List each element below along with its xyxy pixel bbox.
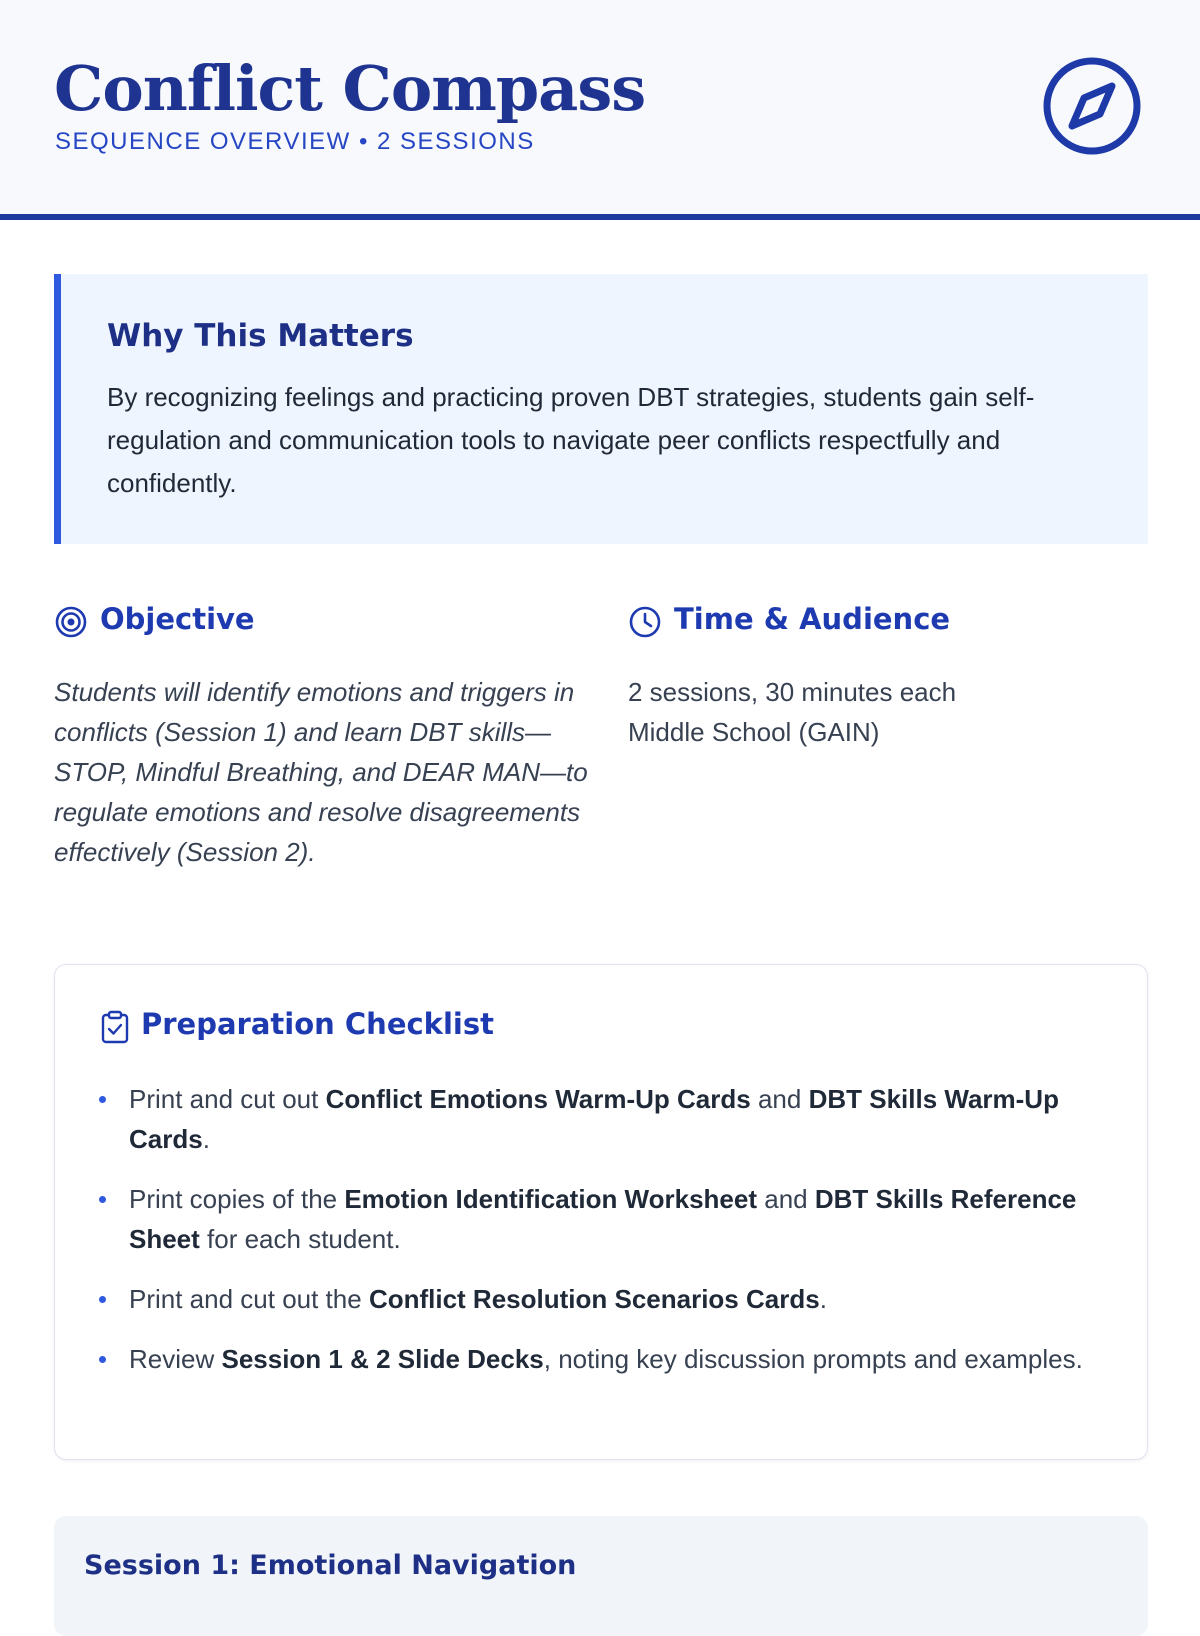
- clock-icon: [628, 605, 662, 639]
- checklist-item-resource: Conflict Emotions Warm-Up Cards: [325, 1084, 751, 1114]
- preparation-checklist: [99, 1079, 1109, 1399]
- why-heading: Why This Matters: [107, 318, 414, 354]
- checklist-item-text: .: [819, 1284, 827, 1314]
- sessions-duration: 2 sessions, 30 minutes each: [628, 677, 957, 707]
- page-header: [0, 0, 1200, 220]
- objective-text: Students will identify emotions and triggers in conflicts (Session 1) and learn DBT skills—STOP, Mindful Breathing, and DEAR MAN—to regulate emotions and resolve disagreements effectively (Session 2).: [54, 677, 588, 867]
- objective-heading: [54, 602, 594, 642]
- checklist-item-text: Review: [129, 1344, 222, 1374]
- checklist-item-resource: Emotion Identification Worksheet: [344, 1184, 758, 1214]
- clipboard-check-icon: [99, 1010, 131, 1044]
- why-body: By recognizing feelings and practicing proven DBT strategies, students gain self-regulation and communication tools to navigate peer conflicts respectfully and confidently.: [107, 382, 1035, 498]
- checklist-item-text: Print and cut out: [129, 1084, 326, 1114]
- checklist-item-text: , noting key discussion prompts and examples.: [543, 1344, 1083, 1374]
- preparation-checklist-card: [54, 964, 1148, 1460]
- checklist-item-text: Print and cut out the: [129, 1284, 369, 1314]
- checklist-item-text: Print copies of the: [129, 1184, 345, 1214]
- page-title: Conflict Compass: [54, 52, 646, 125]
- checklist-item-text: and: [757, 1184, 815, 1214]
- time-audience-heading: [628, 602, 1128, 642]
- session-1-card: [54, 1516, 1148, 1636]
- checklist-item-resource: DBT Skills Reference Sheet: [129, 1184, 1077, 1254]
- checklist-item-text: .: [202, 1124, 210, 1154]
- target-icon: [54, 605, 88, 639]
- time-audience-heading-label: Time & Audience: [674, 602, 951, 636]
- why-this-matters-callout: [54, 274, 1148, 544]
- preparation-checklist-label: Preparation Checklist: [141, 1007, 494, 1041]
- checklist-item-text: and: [750, 1084, 809, 1114]
- time-audience-text: [628, 672, 1128, 752]
- checklist-item: [99, 1279, 1109, 1319]
- page-subtitle: SEQUENCE OVERVIEW • 2 SESSIONS: [55, 128, 535, 155]
- checklist-item: [99, 1079, 1109, 1159]
- checklist-item: [99, 1339, 1109, 1379]
- checklist-item-resource: Conflict Resolution Scenarios Cards: [368, 1284, 820, 1314]
- audience: Middle School (GAIN): [628, 717, 880, 747]
- checklist-item-resource: DBT Skills Warm-Up Cards: [129, 1084, 1059, 1154]
- checklist-item: [99, 1179, 1109, 1259]
- compass-icon: [1042, 56, 1142, 156]
- checklist-item-resource: Session 1 & 2 Slide Decks: [221, 1344, 544, 1374]
- session-1-heading: Session 1: Emotional Navigation: [84, 1550, 577, 1581]
- objective-heading-label: Objective: [100, 602, 255, 636]
- checklist-item-text: for each student.: [199, 1224, 401, 1254]
